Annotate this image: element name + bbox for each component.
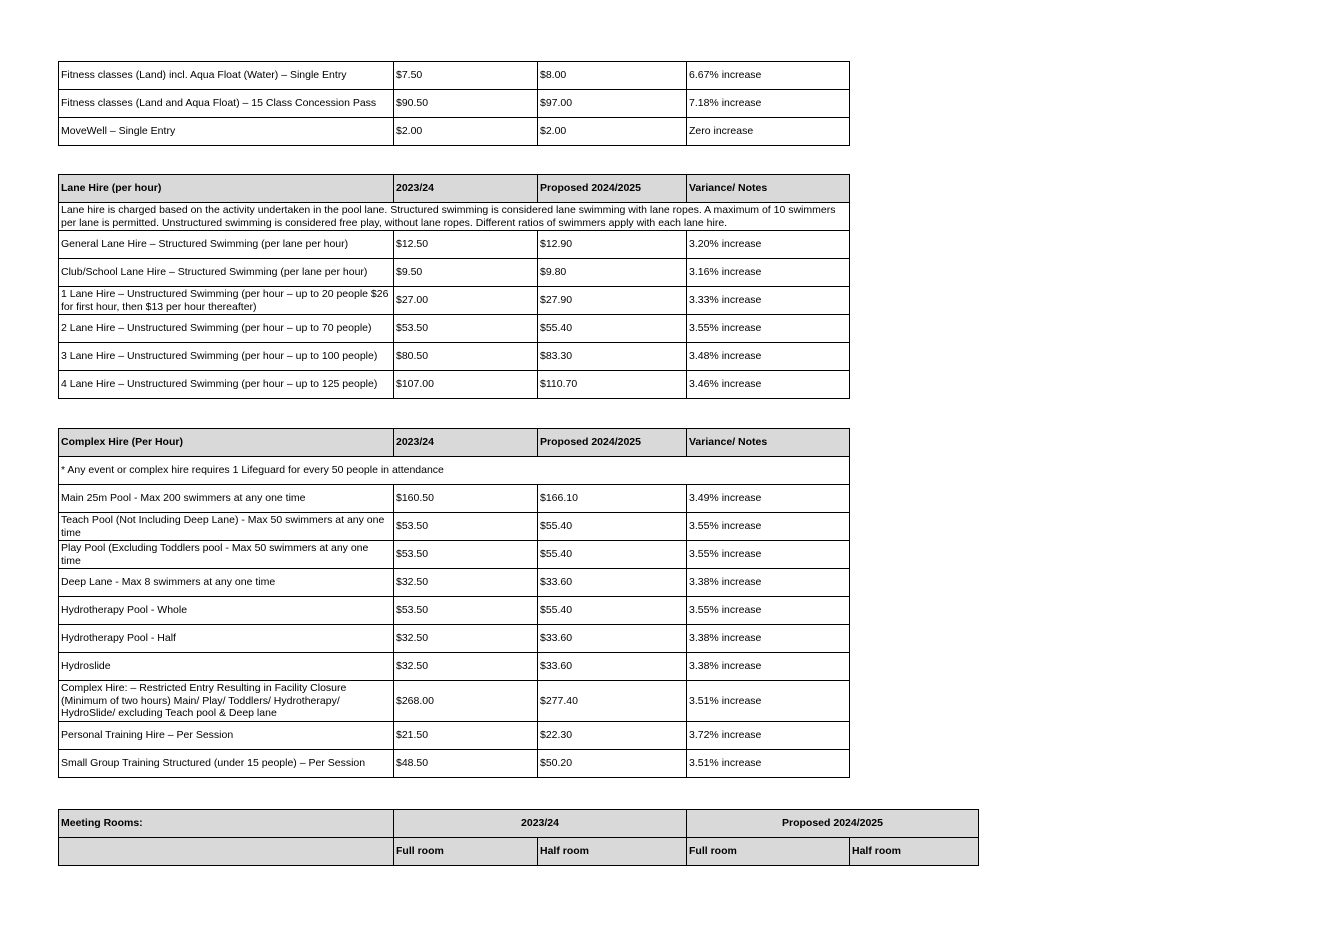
fee-variance: 6.67% increase (687, 62, 850, 90)
fee-2024: $9.80 (538, 259, 687, 287)
table-row (59, 513, 850, 541)
table-row (59, 118, 850, 146)
fee-2024: $50.20 (538, 750, 687, 778)
complex-hire-table (58, 428, 850, 778)
fee-2023: $48.50 (394, 750, 538, 778)
table-row (59, 750, 850, 778)
fee-description: Main 25m Pool - Max 200 swimmers at any one time (59, 485, 394, 513)
fee-variance: 3.20% increase (687, 231, 850, 259)
fee-variance: 3.38% increase (687, 653, 850, 681)
column-header: 2023/24 (394, 429, 538, 457)
fee-2024: $27.90 (538, 287, 687, 315)
table-row (59, 597, 850, 625)
fee-variance: 3.55% increase (687, 541, 850, 569)
fee-2023: $53.50 (394, 597, 538, 625)
table-row (59, 259, 850, 287)
fee-variance: Zero increase (687, 118, 850, 146)
table-header-row (59, 429, 850, 457)
table-note-row (59, 203, 850, 231)
table-row (59, 485, 850, 513)
table-row (59, 231, 850, 259)
fee-description: Personal Training Hire – Per Session (59, 722, 394, 750)
subheader-full-room: Full room (687, 838, 850, 866)
fee-2023: $53.50 (394, 315, 538, 343)
fee-2024: $2.00 (538, 118, 687, 146)
subheader-half-room: Half room (850, 838, 979, 866)
fee-2023: $32.50 (394, 625, 538, 653)
table-row (59, 681, 850, 722)
table-note-row (59, 457, 850, 485)
fee-description: 3 Lane Hire – Unstructured Swimming (per hour – up to 100 people) (59, 343, 394, 371)
table-header-row (59, 810, 979, 838)
fee-variance: 3.48% increase (687, 343, 850, 371)
fee-description: General Lane Hire – Structured Swimming (per lane per hour) (59, 231, 394, 259)
column-header: Proposed 2024/2025 (538, 175, 687, 203)
fee-2024: $83.30 (538, 343, 687, 371)
fee-variance: 3.72% increase (687, 722, 850, 750)
table-row (59, 569, 850, 597)
fee-variance: 3.16% increase (687, 259, 850, 287)
fee-variance: 3.51% increase (687, 681, 850, 722)
fee-variance: 3.38% increase (687, 625, 850, 653)
fee-description: 2 Lane Hire – Unstructured Swimming (per hour – up to 70 people) (59, 315, 394, 343)
column-header: Complex Hire (Per Hour) (59, 429, 394, 457)
fee-2023: $27.00 (394, 287, 538, 315)
fee-description: Fitness classes (Land and Aqua Float) – 15 Class Concession Pass (59, 90, 394, 118)
fee-2023: $9.50 (394, 259, 538, 287)
fee-2024: $110.70 (538, 371, 687, 399)
column-header-2023: 2023/24 (394, 810, 687, 838)
fee-2023: $90.50 (394, 90, 538, 118)
meeting-rooms-table (58, 809, 979, 866)
fee-variance: 3.51% increase (687, 750, 850, 778)
fee-variance: 3.55% increase (687, 315, 850, 343)
empty-cell (59, 838, 394, 866)
fee-variance: 7.18% increase (687, 90, 850, 118)
fee-variance: 3.38% increase (687, 569, 850, 597)
fee-2023: $268.00 (394, 681, 538, 722)
fee-variance: 3.49% increase (687, 485, 850, 513)
fee-description: Hydrotherapy Pool - Whole (59, 597, 394, 625)
fee-2023: $12.50 (394, 231, 538, 259)
fee-description: Hydrotherapy Pool - Half (59, 625, 394, 653)
fee-2023: $21.50 (394, 722, 538, 750)
table-row (59, 62, 850, 90)
column-header: Variance/ Notes (687, 429, 850, 457)
fee-variance: 3.55% increase (687, 513, 850, 541)
column-header: Variance/ Notes (687, 175, 850, 203)
fee-2023: $53.50 (394, 513, 538, 541)
table-header-row (59, 175, 850, 203)
fee-description: 1 Lane Hire – Unstructured Swimming (per hour – up to 20 people $26 for first hour, then $13 per hour thereafter) (59, 287, 394, 315)
fee-2024: $55.40 (538, 315, 687, 343)
fee-2023: $32.50 (394, 569, 538, 597)
fee-2024: $277.40 (538, 681, 687, 722)
fee-2024: $166.10 (538, 485, 687, 513)
column-header: Lane Hire (per hour) (59, 175, 394, 203)
table-row (59, 371, 850, 399)
table-row (59, 653, 850, 681)
table-row (59, 722, 850, 750)
complex-hire-note: * Any event or complex hire requires 1 Lifeguard for every 50 people in attendance (59, 457, 850, 485)
table-row (59, 287, 850, 315)
fee-2023: $160.50 (394, 485, 538, 513)
fee-description: Complex Hire: – Restricted Entry Resulting in Facility Closure (Minimum of two hours) Main/ Play/ Toddlers/ Hydrotherapy/ HydroSlide/ excluding Teach pool & Deep lane (59, 681, 394, 722)
fee-description: Fitness classes (Land) incl. Aqua Float (Water) – Single Entry (59, 62, 394, 90)
table-row (59, 315, 850, 343)
column-header: 2023/24 (394, 175, 538, 203)
fitness-fees-table (58, 61, 850, 146)
lane-hire-table (58, 174, 850, 399)
fee-variance: 3.55% increase (687, 597, 850, 625)
fee-2023: $107.00 (394, 371, 538, 399)
fee-variance: 3.46% increase (687, 371, 850, 399)
fee-description: Club/School Lane Hire – Structured Swimming (per lane per hour) (59, 259, 394, 287)
table-row (59, 541, 850, 569)
column-header-2024: Proposed 2024/2025 (687, 810, 979, 838)
fee-description: Teach Pool (Not Including Deep Lane) - Max 50 swimmers at any one time (59, 513, 394, 541)
fee-2024: $12.90 (538, 231, 687, 259)
fee-description: Small Group Training Structured (under 15 people) – Per Session (59, 750, 394, 778)
fee-description: Deep Lane - Max 8 swimmers at any one time (59, 569, 394, 597)
fee-2024: $55.40 (538, 541, 687, 569)
fee-description: 4 Lane Hire – Unstructured Swimming (per hour – up to 125 people) (59, 371, 394, 399)
fee-2024: $8.00 (538, 62, 687, 90)
table-row (59, 343, 850, 371)
table-subheader-row (59, 838, 979, 866)
fee-2023: $32.50 (394, 653, 538, 681)
fee-2024: $22.30 (538, 722, 687, 750)
fee-2023: $80.50 (394, 343, 538, 371)
fee-description: Play Pool (Excluding Toddlers pool - Max 50 swimmers at any one time (59, 541, 394, 569)
table-row (59, 625, 850, 653)
table-row (59, 90, 850, 118)
column-header: Proposed 2024/2025 (538, 429, 687, 457)
fee-2023: $53.50 (394, 541, 538, 569)
subheader-half-room: Half room (538, 838, 687, 866)
fee-2024: $55.40 (538, 513, 687, 541)
fee-2024: $97.00 (538, 90, 687, 118)
fee-2024: $33.60 (538, 569, 687, 597)
fee-2024: $55.40 (538, 597, 687, 625)
meeting-rooms-title: Meeting Rooms: (59, 810, 394, 838)
fee-description: Hydroslide (59, 653, 394, 681)
fee-2023: $2.00 (394, 118, 538, 146)
fee-variance: 3.33% increase (687, 287, 850, 315)
fee-2023: $7.50 (394, 62, 538, 90)
fee-2024: $33.60 (538, 653, 687, 681)
fee-2024: $33.60 (538, 625, 687, 653)
fee-description: MoveWell – Single Entry (59, 118, 394, 146)
lane-hire-note: Lane hire is charged based on the activity undertaken in the pool lane. Structured swimming is considered lane swimming with lane ropes. A maximum of 10 swimmers per lane is permitted. Unstructured swimming is considered free play, without lane ropes. Different ratios of swimmers apply with each lane hire. (59, 203, 850, 231)
subheader-full-room: Full room (394, 838, 538, 866)
